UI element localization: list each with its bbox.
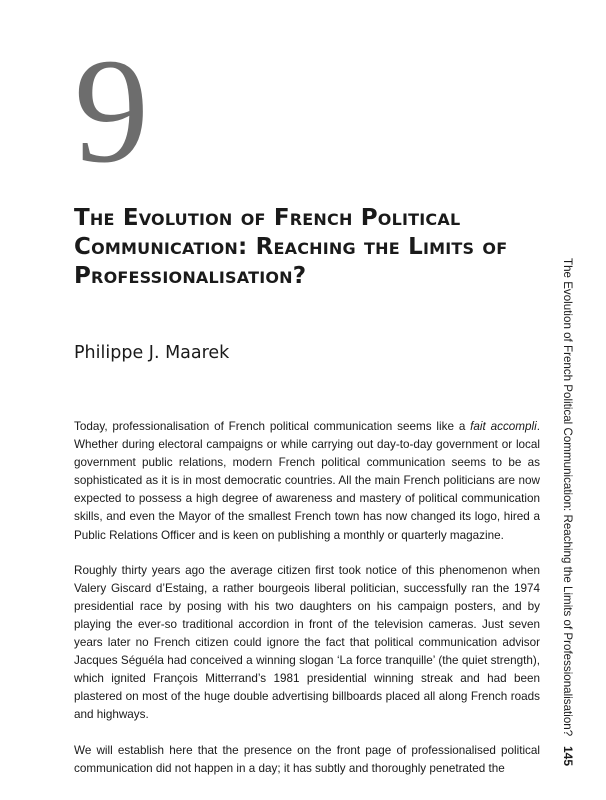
paragraph-1-italic-term: fait accompli [470,420,537,433]
paragraph-1 [74,418,540,545]
chapter-number: 9 [74,28,149,194]
page-number: 145 [561,746,575,767]
chapter-title: The Evolution of French Political Communication: Reaching the Limits of Professionalisation? [74,205,508,289]
author-name: Philippe J. Maarek [74,343,230,363]
paragraph-1-end: . Whether during electoral campaigns or while carrying out day-to-day government or local government public relations, modern French political communication seems to be as sophisticated as it is in most democratic countries. All the main French politicians are now expected to possess a high degree of awareness and mastery of political communication skills, and even the Mayor of the smallest French town has now changed its logo, hired a Public Relations Officer and is keen on publishing a monthly or quarterly magazine. [74,420,540,542]
paragraph-3: We will establish here that the presence on the front page of professionalised political communication did not happen in a day; it has subtly and thoroughly penetrated the [74,743,540,775]
paragraph-1-start: Today, professionalisation of French political communication seems like a [74,420,471,433]
running-head: The Evolution of French Political Communication: Reaching the Limits of Professionalisation? [561,258,574,737]
paragraph-2: Roughly thirty years ago the average citizen first took notice of this phenomenon when Valery Giscard d’Estaing, a rather bourgeois liberal politician, successfully ran the 1974 presidential race by posing with his two daughters on his campaign posters, and by playing the ever-so traditional accordion in front of the television cameras. Just seven years later no French citizen could ignore the fact that political communication advisor Jacques Séguéla had conceived a winning slogan ‘La force tranquille’ (the quiet strength), which ignited François Mitterrand’s 1981 presidential winning streak and had been plastered on most of the huge double advertising billboards placed all along French roads and highways. [74,563,540,722]
body-text [74,418,540,795]
